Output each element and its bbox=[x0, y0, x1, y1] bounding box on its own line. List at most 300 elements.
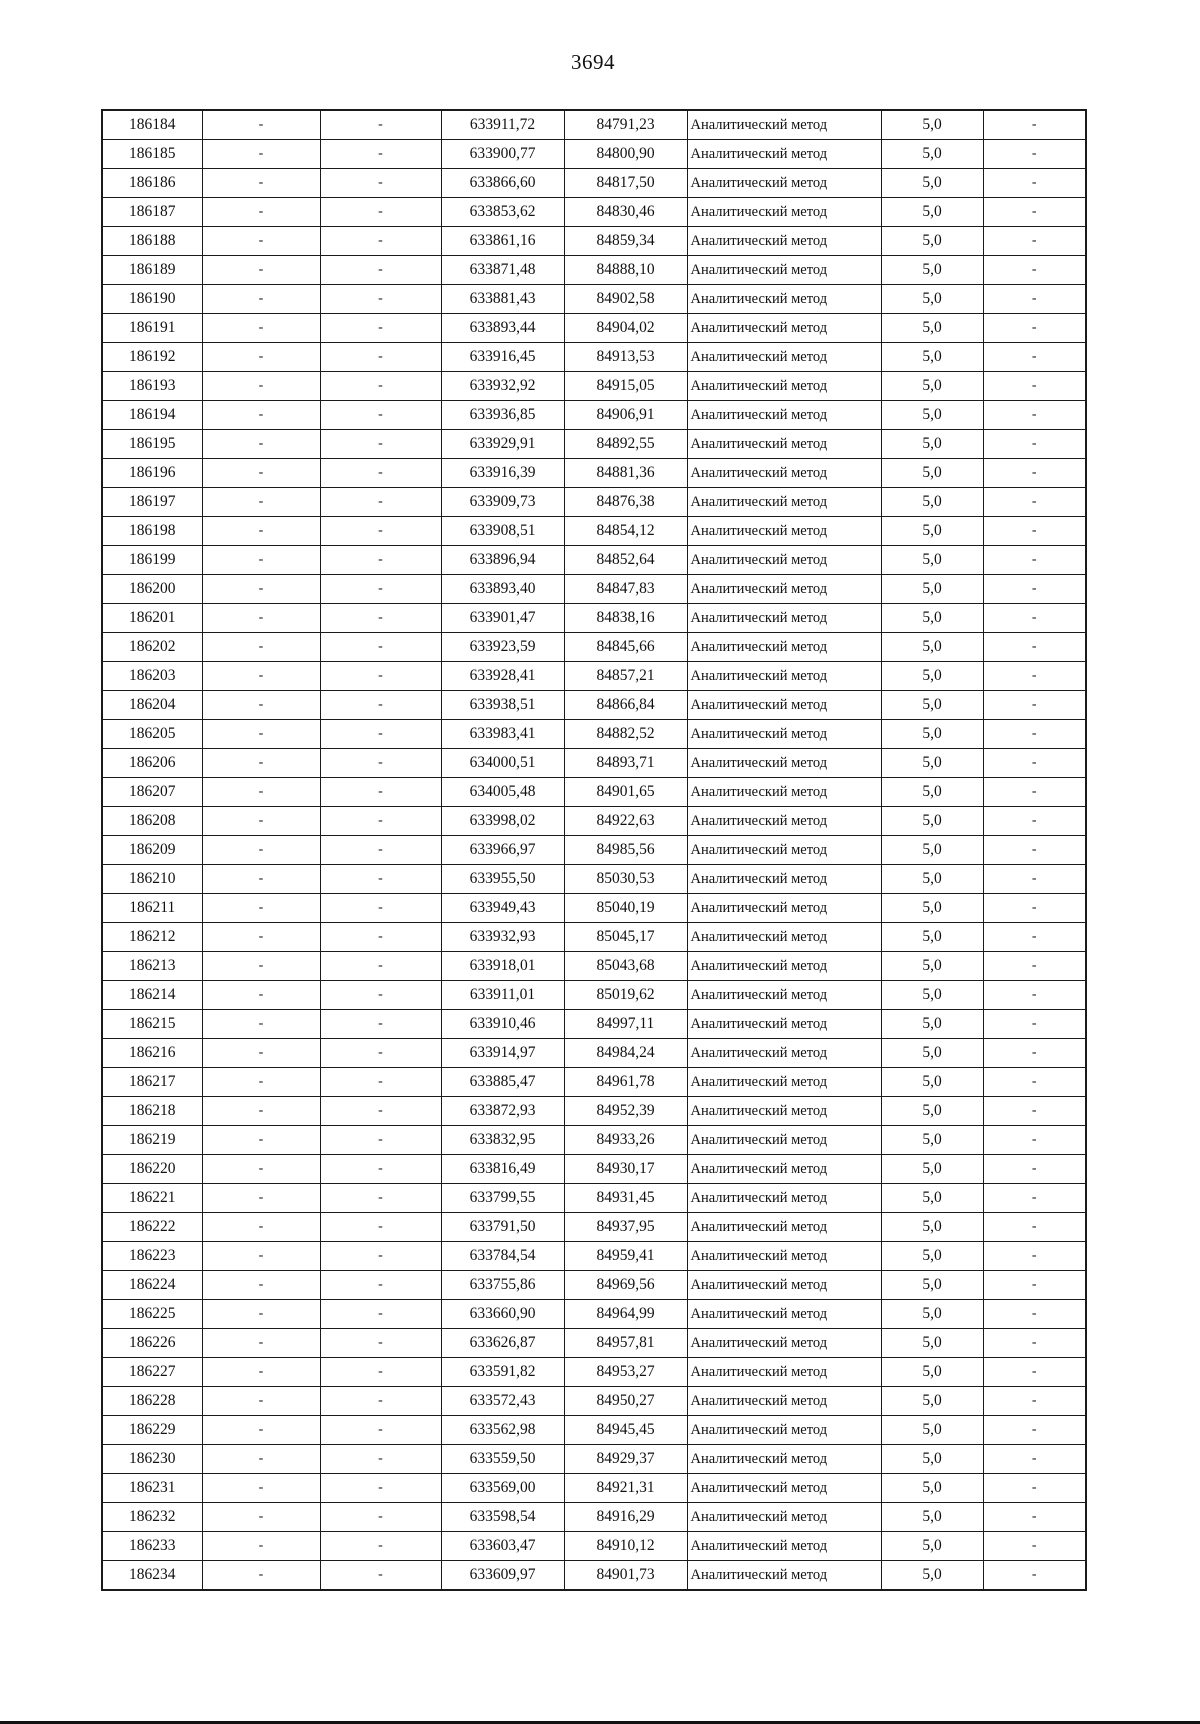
dash-cell-c: - bbox=[983, 1271, 1086, 1300]
method-cell: Аналитический метод bbox=[687, 110, 881, 140]
dash-cell-c: - bbox=[983, 285, 1086, 314]
x-coordinate-cell: 633998,02 bbox=[441, 807, 564, 836]
point-number-cell: 186229 bbox=[102, 1416, 202, 1445]
y-coordinate-cell: 84882,52 bbox=[564, 720, 687, 749]
dash-cell-c: - bbox=[983, 604, 1086, 633]
method-cell: Аналитический метод bbox=[687, 169, 881, 198]
table-row bbox=[102, 923, 1086, 952]
y-coordinate-cell: 84969,56 bbox=[564, 1271, 687, 1300]
dash-cell-b: - bbox=[320, 1213, 441, 1242]
dash-cell-b: - bbox=[320, 923, 441, 952]
dash-cell-a: - bbox=[202, 401, 320, 430]
dash-cell-c: - bbox=[983, 1445, 1086, 1474]
method-cell: Аналитический метод bbox=[687, 662, 881, 691]
y-coordinate-cell: 84952,39 bbox=[564, 1097, 687, 1126]
accuracy-cell: 5,0 bbox=[881, 720, 983, 749]
dash-cell-c: - bbox=[983, 1242, 1086, 1271]
method-cell: Аналитический метод bbox=[687, 633, 881, 662]
point-number-cell: 186194 bbox=[102, 401, 202, 430]
x-coordinate-cell: 633966,97 bbox=[441, 836, 564, 865]
y-coordinate-cell: 84881,36 bbox=[564, 459, 687, 488]
x-coordinate-cell: 633791,50 bbox=[441, 1213, 564, 1242]
point-number-cell: 186227 bbox=[102, 1358, 202, 1387]
method-cell: Аналитический метод bbox=[687, 1155, 881, 1184]
point-number-cell: 186224 bbox=[102, 1271, 202, 1300]
x-coordinate-cell: 633893,44 bbox=[441, 314, 564, 343]
table-row bbox=[102, 401, 1086, 430]
accuracy-cell: 5,0 bbox=[881, 1532, 983, 1561]
y-coordinate-cell: 84929,37 bbox=[564, 1445, 687, 1474]
dash-cell-c: - bbox=[983, 575, 1086, 604]
x-coordinate-cell: 633755,86 bbox=[441, 1271, 564, 1300]
y-coordinate-cell: 84847,83 bbox=[564, 575, 687, 604]
dash-cell-a: - bbox=[202, 604, 320, 633]
dash-cell-a: - bbox=[202, 1068, 320, 1097]
table-row bbox=[102, 1010, 1086, 1039]
x-coordinate-cell: 633881,43 bbox=[441, 285, 564, 314]
dash-cell-c: - bbox=[983, 952, 1086, 981]
point-number-cell: 186200 bbox=[102, 575, 202, 604]
dash-cell-c: - bbox=[983, 1387, 1086, 1416]
accuracy-cell: 5,0 bbox=[881, 546, 983, 575]
dash-cell-b: - bbox=[320, 198, 441, 227]
y-coordinate-cell: 84902,58 bbox=[564, 285, 687, 314]
dash-cell-a: - bbox=[202, 952, 320, 981]
x-coordinate-cell: 633983,41 bbox=[441, 720, 564, 749]
point-number-cell: 186202 bbox=[102, 633, 202, 662]
dash-cell-c: - bbox=[983, 198, 1086, 227]
dash-cell-c: - bbox=[983, 1010, 1086, 1039]
point-number-cell: 186201 bbox=[102, 604, 202, 633]
table-row bbox=[102, 604, 1086, 633]
table-row bbox=[102, 633, 1086, 662]
method-cell: Аналитический метод bbox=[687, 1039, 881, 1068]
table-row bbox=[102, 227, 1086, 256]
dash-cell-a: - bbox=[202, 1126, 320, 1155]
dash-cell-b: - bbox=[320, 981, 441, 1010]
y-coordinate-cell: 84937,95 bbox=[564, 1213, 687, 1242]
dash-cell-c: - bbox=[983, 1097, 1086, 1126]
dash-cell-a: - bbox=[202, 1155, 320, 1184]
x-coordinate-cell: 633562,98 bbox=[441, 1416, 564, 1445]
dash-cell-a: - bbox=[202, 894, 320, 923]
method-cell: Аналитический метод bbox=[687, 604, 881, 633]
x-coordinate-cell: 633914,97 bbox=[441, 1039, 564, 1068]
x-coordinate-cell: 633660,90 bbox=[441, 1300, 564, 1329]
point-number-cell: 186230 bbox=[102, 1445, 202, 1474]
table-row bbox=[102, 430, 1086, 459]
x-coordinate-cell: 633909,73 bbox=[441, 488, 564, 517]
accuracy-cell: 5,0 bbox=[881, 1387, 983, 1416]
dash-cell-b: - bbox=[320, 140, 441, 169]
y-coordinate-cell: 84922,63 bbox=[564, 807, 687, 836]
x-coordinate-cell: 633626,87 bbox=[441, 1329, 564, 1358]
table-row bbox=[102, 720, 1086, 749]
table-row bbox=[102, 1300, 1086, 1329]
dash-cell-a: - bbox=[202, 1213, 320, 1242]
accuracy-cell: 5,0 bbox=[881, 198, 983, 227]
method-cell: Аналитический метод bbox=[687, 1300, 881, 1329]
table-row bbox=[102, 1532, 1086, 1561]
dash-cell-c: - bbox=[983, 981, 1086, 1010]
accuracy-cell: 5,0 bbox=[881, 140, 983, 169]
method-cell: Аналитический метод bbox=[687, 778, 881, 807]
dash-cell-a: - bbox=[202, 1445, 320, 1474]
accuracy-cell: 5,0 bbox=[881, 488, 983, 517]
y-coordinate-cell: 84893,71 bbox=[564, 749, 687, 778]
table-row bbox=[102, 1271, 1086, 1300]
method-cell: Аналитический метод bbox=[687, 1329, 881, 1358]
accuracy-cell: 5,0 bbox=[881, 1039, 983, 1068]
dash-cell-b: - bbox=[320, 401, 441, 430]
dash-cell-c: - bbox=[983, 749, 1086, 778]
y-coordinate-cell: 84901,65 bbox=[564, 778, 687, 807]
dash-cell-a: - bbox=[202, 140, 320, 169]
dash-cell-c: - bbox=[983, 1155, 1086, 1184]
point-number-cell: 186204 bbox=[102, 691, 202, 720]
y-coordinate-cell: 84800,90 bbox=[564, 140, 687, 169]
method-cell: Аналитический метод bbox=[687, 1445, 881, 1474]
accuracy-cell: 5,0 bbox=[881, 778, 983, 807]
method-cell: Аналитический метод bbox=[687, 256, 881, 285]
dash-cell-b: - bbox=[320, 633, 441, 662]
method-cell: Аналитический метод bbox=[687, 1010, 881, 1039]
dash-cell-b: - bbox=[320, 778, 441, 807]
dash-cell-c: - bbox=[983, 865, 1086, 894]
x-coordinate-cell: 633908,51 bbox=[441, 517, 564, 546]
method-cell: Аналитический метод bbox=[687, 285, 881, 314]
table-row bbox=[102, 1068, 1086, 1097]
point-number-cell: 186209 bbox=[102, 836, 202, 865]
dash-cell-a: - bbox=[202, 865, 320, 894]
x-coordinate-cell: 633598,54 bbox=[441, 1503, 564, 1532]
method-cell: Аналитический метод bbox=[687, 865, 881, 894]
dash-cell-b: - bbox=[320, 1097, 441, 1126]
dash-cell-b: - bbox=[320, 749, 441, 778]
dash-cell-c: - bbox=[983, 110, 1086, 140]
point-number-cell: 186188 bbox=[102, 227, 202, 256]
accuracy-cell: 5,0 bbox=[881, 1126, 983, 1155]
table-row bbox=[102, 1474, 1086, 1503]
x-coordinate-cell: 633910,46 bbox=[441, 1010, 564, 1039]
y-coordinate-cell: 84950,27 bbox=[564, 1387, 687, 1416]
dash-cell-c: - bbox=[983, 227, 1086, 256]
dash-cell-a: - bbox=[202, 633, 320, 662]
method-cell: Аналитический метод bbox=[687, 517, 881, 546]
dash-cell-b: - bbox=[320, 720, 441, 749]
dash-cell-a: - bbox=[202, 749, 320, 778]
method-cell: Аналитический метод bbox=[687, 1503, 881, 1532]
x-coordinate-cell: 633572,43 bbox=[441, 1387, 564, 1416]
x-coordinate-cell: 633866,60 bbox=[441, 169, 564, 198]
dash-cell-a: - bbox=[202, 923, 320, 952]
x-coordinate-cell: 633916,45 bbox=[441, 343, 564, 372]
point-number-cell: 186215 bbox=[102, 1010, 202, 1039]
point-number-cell: 186226 bbox=[102, 1329, 202, 1358]
accuracy-cell: 5,0 bbox=[881, 662, 983, 691]
dash-cell-b: - bbox=[320, 894, 441, 923]
dash-cell-c: - bbox=[983, 1184, 1086, 1213]
method-cell: Аналитический метод bbox=[687, 1358, 881, 1387]
x-coordinate-cell: 633936,85 bbox=[441, 401, 564, 430]
dash-cell-a: - bbox=[202, 1329, 320, 1358]
dash-cell-b: - bbox=[320, 865, 441, 894]
dash-cell-b: - bbox=[320, 662, 441, 691]
y-coordinate-cell: 84997,11 bbox=[564, 1010, 687, 1039]
point-number-cell: 186218 bbox=[102, 1097, 202, 1126]
table-row bbox=[102, 488, 1086, 517]
dash-cell-b: - bbox=[320, 1184, 441, 1213]
accuracy-cell: 5,0 bbox=[881, 1184, 983, 1213]
dash-cell-b: - bbox=[320, 169, 441, 198]
dash-cell-c: - bbox=[983, 1503, 1086, 1532]
y-coordinate-cell: 84906,91 bbox=[564, 401, 687, 430]
point-number-cell: 186217 bbox=[102, 1068, 202, 1097]
table-row bbox=[102, 110, 1086, 140]
table-row bbox=[102, 1184, 1086, 1213]
accuracy-cell: 5,0 bbox=[881, 633, 983, 662]
table-row bbox=[102, 1097, 1086, 1126]
point-number-cell: 186207 bbox=[102, 778, 202, 807]
dash-cell-c: - bbox=[983, 314, 1086, 343]
point-number-cell: 186205 bbox=[102, 720, 202, 749]
dash-cell-c: - bbox=[983, 1039, 1086, 1068]
dash-cell-c: - bbox=[983, 923, 1086, 952]
point-number-cell: 186195 bbox=[102, 430, 202, 459]
dash-cell-a: - bbox=[202, 169, 320, 198]
dash-cell-c: - bbox=[983, 691, 1086, 720]
method-cell: Аналитический метод bbox=[687, 894, 881, 923]
x-coordinate-cell: 633928,41 bbox=[441, 662, 564, 691]
method-cell: Аналитический метод bbox=[687, 343, 881, 372]
dash-cell-b: - bbox=[320, 1271, 441, 1300]
dash-cell-a: - bbox=[202, 575, 320, 604]
y-coordinate-cell: 85040,19 bbox=[564, 894, 687, 923]
dash-cell-c: - bbox=[983, 430, 1086, 459]
accuracy-cell: 5,0 bbox=[881, 836, 983, 865]
dash-cell-a: - bbox=[202, 1184, 320, 1213]
dash-cell-a: - bbox=[202, 1039, 320, 1068]
dash-cell-a: - bbox=[202, 778, 320, 807]
dash-cell-b: - bbox=[320, 691, 441, 720]
dash-cell-a: - bbox=[202, 1300, 320, 1329]
point-number-cell: 186234 bbox=[102, 1561, 202, 1591]
dash-cell-c: - bbox=[983, 1474, 1086, 1503]
dash-cell-b: - bbox=[320, 285, 441, 314]
point-number-cell: 186191 bbox=[102, 314, 202, 343]
y-coordinate-cell: 84953,27 bbox=[564, 1358, 687, 1387]
dash-cell-b: - bbox=[320, 488, 441, 517]
dash-cell-a: - bbox=[202, 1358, 320, 1387]
dash-cell-a: - bbox=[202, 1271, 320, 1300]
point-number-cell: 186203 bbox=[102, 662, 202, 691]
point-number-cell: 186211 bbox=[102, 894, 202, 923]
dash-cell-b: - bbox=[320, 604, 441, 633]
accuracy-cell: 5,0 bbox=[881, 1329, 983, 1358]
dash-cell-a: - bbox=[202, 1532, 320, 1561]
accuracy-cell: 5,0 bbox=[881, 894, 983, 923]
dash-cell-c: - bbox=[983, 807, 1086, 836]
x-coordinate-cell: 633832,95 bbox=[441, 1126, 564, 1155]
accuracy-cell: 5,0 bbox=[881, 1503, 983, 1532]
y-coordinate-cell: 84817,50 bbox=[564, 169, 687, 198]
table-row bbox=[102, 1358, 1086, 1387]
dash-cell-c: - bbox=[983, 256, 1086, 285]
accuracy-cell: 5,0 bbox=[881, 372, 983, 401]
y-coordinate-cell: 84959,41 bbox=[564, 1242, 687, 1271]
table-row bbox=[102, 343, 1086, 372]
point-number-cell: 186221 bbox=[102, 1184, 202, 1213]
dash-cell-a: - bbox=[202, 1561, 320, 1591]
accuracy-cell: 5,0 bbox=[881, 865, 983, 894]
method-cell: Аналитический метод bbox=[687, 1126, 881, 1155]
table-row bbox=[102, 314, 1086, 343]
method-cell: Аналитический метод bbox=[687, 546, 881, 575]
accuracy-cell: 5,0 bbox=[881, 691, 983, 720]
dash-cell-a: - bbox=[202, 198, 320, 227]
y-coordinate-cell: 84984,24 bbox=[564, 1039, 687, 1068]
table-body bbox=[102, 110, 1086, 1590]
dash-cell-b: - bbox=[320, 517, 441, 546]
y-coordinate-cell: 84901,73 bbox=[564, 1561, 687, 1591]
table-row bbox=[102, 1039, 1086, 1068]
accuracy-cell: 5,0 bbox=[881, 1155, 983, 1184]
method-cell: Аналитический метод bbox=[687, 749, 881, 778]
dash-cell-c: - bbox=[983, 778, 1086, 807]
method-cell: Аналитический метод bbox=[687, 1474, 881, 1503]
dash-cell-c: - bbox=[983, 140, 1086, 169]
x-coordinate-cell: 633949,43 bbox=[441, 894, 564, 923]
dash-cell-b: - bbox=[320, 1155, 441, 1184]
method-cell: Аналитический метод bbox=[687, 459, 881, 488]
dash-cell-b: - bbox=[320, 227, 441, 256]
x-coordinate-cell: 633784,54 bbox=[441, 1242, 564, 1271]
x-coordinate-cell: 633911,01 bbox=[441, 981, 564, 1010]
dash-cell-a: - bbox=[202, 1387, 320, 1416]
point-number-cell: 186189 bbox=[102, 256, 202, 285]
dash-cell-c: - bbox=[983, 1532, 1086, 1561]
dash-cell-c: - bbox=[983, 459, 1086, 488]
x-coordinate-cell: 633799,55 bbox=[441, 1184, 564, 1213]
dash-cell-a: - bbox=[202, 807, 320, 836]
x-coordinate-cell: 633893,40 bbox=[441, 575, 564, 604]
point-number-cell: 186196 bbox=[102, 459, 202, 488]
point-number-cell: 186228 bbox=[102, 1387, 202, 1416]
dash-cell-a: - bbox=[202, 372, 320, 401]
y-coordinate-cell: 84859,34 bbox=[564, 227, 687, 256]
accuracy-cell: 5,0 bbox=[881, 1097, 983, 1126]
method-cell: Аналитический метод bbox=[687, 691, 881, 720]
x-coordinate-cell: 633559,50 bbox=[441, 1445, 564, 1474]
dash-cell-b: - bbox=[320, 546, 441, 575]
y-coordinate-cell: 85030,53 bbox=[564, 865, 687, 894]
y-coordinate-cell: 84933,26 bbox=[564, 1126, 687, 1155]
table-row bbox=[102, 256, 1086, 285]
dash-cell-a: - bbox=[202, 1503, 320, 1532]
x-coordinate-cell: 633853,62 bbox=[441, 198, 564, 227]
x-coordinate-cell: 633911,72 bbox=[441, 110, 564, 140]
dash-cell-c: - bbox=[983, 662, 1086, 691]
dash-cell-b: - bbox=[320, 1445, 441, 1474]
method-cell: Аналитический метод bbox=[687, 836, 881, 865]
dash-cell-b: - bbox=[320, 314, 441, 343]
table-row bbox=[102, 662, 1086, 691]
x-coordinate-cell: 633603,47 bbox=[441, 1532, 564, 1561]
table-row bbox=[102, 894, 1086, 923]
y-coordinate-cell: 84964,99 bbox=[564, 1300, 687, 1329]
dash-cell-a: - bbox=[202, 343, 320, 372]
dash-cell-a: - bbox=[202, 981, 320, 1010]
point-number-cell: 186220 bbox=[102, 1155, 202, 1184]
table-row bbox=[102, 691, 1086, 720]
dash-cell-b: - bbox=[320, 1474, 441, 1503]
dash-cell-b: - bbox=[320, 1416, 441, 1445]
table-row bbox=[102, 1242, 1086, 1271]
accuracy-cell: 5,0 bbox=[881, 314, 983, 343]
y-coordinate-cell: 84957,81 bbox=[564, 1329, 687, 1358]
dash-cell-a: - bbox=[202, 546, 320, 575]
dash-cell-b: - bbox=[320, 836, 441, 865]
accuracy-cell: 5,0 bbox=[881, 1271, 983, 1300]
accuracy-cell: 5,0 bbox=[881, 575, 983, 604]
dash-cell-c: - bbox=[983, 1329, 1086, 1358]
method-cell: Аналитический метод bbox=[687, 198, 881, 227]
x-coordinate-cell: 633932,93 bbox=[441, 923, 564, 952]
y-coordinate-cell: 84961,78 bbox=[564, 1068, 687, 1097]
method-cell: Аналитический метод bbox=[687, 1068, 881, 1097]
point-number-cell: 186193 bbox=[102, 372, 202, 401]
y-coordinate-cell: 84791,23 bbox=[564, 110, 687, 140]
table-row bbox=[102, 981, 1086, 1010]
point-number-cell: 186198 bbox=[102, 517, 202, 546]
table-row bbox=[102, 285, 1086, 314]
point-number-cell: 186187 bbox=[102, 198, 202, 227]
dash-cell-b: - bbox=[320, 1503, 441, 1532]
dash-cell-b: - bbox=[320, 256, 441, 285]
accuracy-cell: 5,0 bbox=[881, 285, 983, 314]
accuracy-cell: 5,0 bbox=[881, 343, 983, 372]
x-coordinate-cell: 633896,94 bbox=[441, 546, 564, 575]
point-number-cell: 186197 bbox=[102, 488, 202, 517]
y-coordinate-cell: 84945,45 bbox=[564, 1416, 687, 1445]
page-number: 3694 bbox=[571, 50, 615, 74]
dash-cell-b: - bbox=[320, 459, 441, 488]
accuracy-cell: 5,0 bbox=[881, 604, 983, 633]
method-cell: Аналитический метод bbox=[687, 1387, 881, 1416]
table-row bbox=[102, 198, 1086, 227]
table-row bbox=[102, 1213, 1086, 1242]
y-coordinate-cell: 84892,55 bbox=[564, 430, 687, 459]
dash-cell-b: - bbox=[320, 952, 441, 981]
dash-cell-a: - bbox=[202, 285, 320, 314]
dash-cell-a: - bbox=[202, 1416, 320, 1445]
table-row bbox=[102, 1416, 1086, 1445]
table-row bbox=[102, 517, 1086, 546]
dash-cell-a: - bbox=[202, 110, 320, 140]
point-number-cell: 186214 bbox=[102, 981, 202, 1010]
dash-cell-b: - bbox=[320, 430, 441, 459]
accuracy-cell: 5,0 bbox=[881, 169, 983, 198]
point-number-cell: 186186 bbox=[102, 169, 202, 198]
method-cell: Аналитический метод bbox=[687, 1271, 881, 1300]
method-cell: Аналитический метод bbox=[687, 314, 881, 343]
dash-cell-a: - bbox=[202, 256, 320, 285]
dash-cell-a: - bbox=[202, 227, 320, 256]
method-cell: Аналитический метод bbox=[687, 1532, 881, 1561]
dash-cell-b: - bbox=[320, 1126, 441, 1155]
table-row bbox=[102, 1387, 1086, 1416]
accuracy-cell: 5,0 bbox=[881, 517, 983, 546]
